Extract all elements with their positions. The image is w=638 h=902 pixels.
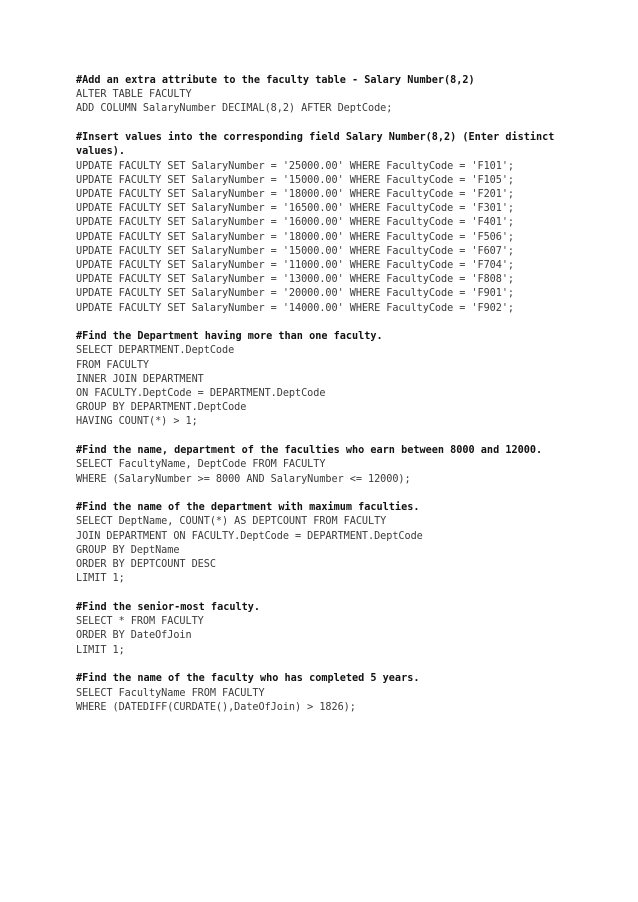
code-line: ADD COLUMN SalaryNumber DECIMAL(8,2) AFTER DeptCode; — [76, 103, 393, 115]
code-line: WHERE (DATEDIFF(CURDATE(),DateOfJoin) > 1826); — [76, 701, 356, 713]
code-line: ORDER BY DateOfJoin — [76, 630, 192, 642]
code-line: UPDATE FACULTY SET SalaryNumber = '20000.00' WHERE FacultyCode = 'F901'; — [76, 288, 515, 300]
section-department-count — [76, 330, 576, 429]
section-heading: #Find the Department having more than one faculty. — [76, 331, 383, 343]
code-line: HAVING COUNT(*) > 1; — [76, 416, 198, 428]
code-line: SELECT * FROM FACULTY — [76, 616, 204, 628]
code-line: SELECT DEPARTMENT.DeptCode — [76, 345, 235, 357]
section-heading: #Find the name of the department with maximum faculties. — [76, 502, 420, 514]
code-line: INNER JOIN DEPARTMENT — [76, 373, 204, 385]
code-line: LIMIT 1; — [76, 573, 125, 585]
code-line: WHERE (SalaryNumber >= 8000 AND SalaryNumber <= 12000); — [76, 473, 411, 485]
code-line: JOIN DEPARTMENT ON FACULTY.DeptCode = DEPARTMENT.DeptCode — [76, 530, 423, 542]
code-line: GROUP BY DEPARTMENT.DeptCode — [76, 402, 247, 414]
code-line: GROUP BY DeptName — [76, 544, 180, 556]
code-line: ORDER BY DEPTCOUNT DESC — [76, 559, 216, 571]
section-heading: #Insert values into the corresponding field Salary Number(8,2) (Enter distinct values). — [76, 132, 561, 158]
document-page — [76, 74, 576, 729]
section-max-faculties — [76, 501, 576, 586]
code-line: UPDATE FACULTY SET SalaryNumber = '16500.00' WHERE FacultyCode = 'F301'; — [76, 203, 515, 215]
code-line: UPDATE FACULTY SET SalaryNumber = '16000.00' WHERE FacultyCode = 'F401'; — [76, 217, 515, 229]
code-line: SELECT DeptName, COUNT(*) AS DEPTCOUNT FROM FACULTY — [76, 516, 387, 528]
section-insert-values — [76, 131, 576, 316]
section-heading: #Add an extra attribute to the faculty table - Salary Number(8,2) — [76, 75, 475, 86]
code-line: ALTER TABLE FACULTY — [76, 89, 192, 101]
code-line: LIMIT 1; — [76, 644, 125, 656]
section-five-years — [76, 672, 576, 715]
code-line: UPDATE FACULTY SET SalaryNumber = '18000.00' WHERE FacultyCode = 'F506'; — [76, 231, 515, 243]
section-salary-range — [76, 444, 576, 487]
code-line: ON FACULTY.DeptCode = DEPARTMENT.DeptCode — [76, 388, 326, 400]
section-add-attribute — [76, 74, 576, 117]
code-line: UPDATE FACULTY SET SalaryNumber = '15000.00' WHERE FacultyCode = 'F607'; — [76, 245, 515, 257]
section-heading: #Find the name, department of the faculties who earn between 8000 and 12000. — [76, 445, 543, 457]
section-heading: #Find the senior-most faculty. — [76, 602, 261, 613]
section-heading: #Find the name of the faculty who has completed 5 years. — [76, 673, 420, 685]
section-senior-most — [76, 601, 576, 658]
code-line: SELECT FacultyName FROM FACULTY — [76, 687, 265, 699]
code-line: SELECT FacultyName, DeptCode FROM FACULTY — [76, 459, 326, 471]
code-line: UPDATE FACULTY SET SalaryNumber = '18000.00' WHERE FacultyCode = 'F201'; — [76, 188, 515, 200]
code-line: UPDATE FACULTY SET SalaryNumber = '25000.00' WHERE FacultyCode = 'F101'; — [76, 160, 515, 172]
code-line: UPDATE FACULTY SET SalaryNumber = '14000.00' WHERE FacultyCode = 'F902'; — [76, 302, 515, 314]
code-line: FROM FACULTY — [76, 359, 150, 371]
code-line: UPDATE FACULTY SET SalaryNumber = '13000.00' WHERE FacultyCode = 'F808'; — [76, 274, 515, 286]
code-line: UPDATE FACULTY SET SalaryNumber = '15000.00' WHERE FacultyCode = 'F105'; — [76, 174, 515, 186]
code-line: UPDATE FACULTY SET SalaryNumber = '11000.00' WHERE FacultyCode = 'F704'; — [76, 259, 515, 271]
